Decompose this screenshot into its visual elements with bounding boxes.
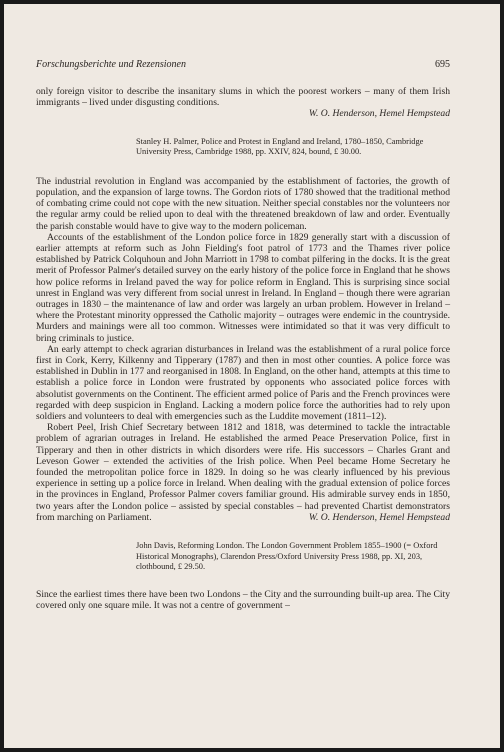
review3-opening-paragraph: Since the earliest times there have been two Londons – the City and the surrounding built-up area. The City covered only one square mile. It was not a centre of government – [36, 588, 450, 612]
review2-paragraph-4-text: Robert Peel, Irish Chief Secretary between 1812 and 1818, was determined to tackle the intractable problem of agrarian outrages in Ireland. He established the armed Peace Preservation Police, first in Tipperary and then in other districts in which disorders were rife. His successors – Charles Grant and Leveson Gower – extended the activities of the Irish police. When Peel became Home Secretary he founded the metropolitan police force in 1829. In doing so he was clearly influenced by his previous experience in setting up a police force in Ireland. When dealing with the gradual extension of police forces in the provinces in England, Professor Palmer covers familiar ground. His admirable survey ends in 1850, two years after the London police – assisted by special constables – had prevented Chartist demonstrators from marching on Parliament. [36, 422, 450, 523]
review2-paragraph-3: An early attempt to check agrarian disturbances in Ireland was the establishment of a rural police force first in Cork, Kerry, Kilkenny and Tipperary (1787) and then in most other counties. A police force was established in Dublin in 177 and reorganised in 1808. In England, on the other hand, attempts at this time to establish a police force in London were frustrated by opponents who associated police forces with absolutist governments on the Continent. The efficient armed police of Paris and the French provinces were regarded with deep suspicion in England. Lacking a modern police force the authorities had to rely upon soldiers and volunteers to deal with emergencies such as the Luddite movement (1811–12). [36, 343, 450, 423]
review2-signature: W. O. Henderson, Hemel Hempstead [308, 511, 450, 523]
page-number: 695 [435, 59, 450, 70]
review1-tail-paragraph: only foreign visitor to describe the insanitary slums in which the poorest workers – many of them Irish immigrants – lived under disgusting conditions. [36, 86, 450, 109]
page-body [36, 86, 450, 611]
review1-signature: W. O. Henderson, Hemel Hempstead [308, 108, 450, 120]
page-header [36, 59, 450, 71]
review2-paragraph-4 [36, 422, 450, 523]
running-title: Forschungsberichte und Rezensionen [36, 59, 186, 70]
review3-citation: John Davis, Reforming London. The London Government Problem 1855–1900 (= Oxford Historical Monographs), Clarendon Press/Oxford University Press 1988, pp. XI, 203, clothbound, £ 29.50. [136, 541, 438, 572]
review2-citation: Stanley H. Palmer, Police and Protest in England and Ireland, 1780–1850, Cambridge University Press, Cambridge 1988, pp. XXIV, 824, bound, £ 30.00. [136, 136, 424, 157]
review2-paragraph-1: The industrial revolution in England was accompanied by the establishment of factories, the growth of population, and the expansion of large towns. The Gordon riots of 1780 showed that the traditional method of combating crime could not cope with the new situation. Neither special constables nor the volunteers nor the regular army could be relied upon to deal with the threatened breakdown of law and order. Eventually the parish constable would have to give way to the modern policeman. [36, 175, 450, 232]
journal-page [4, 4, 500, 748]
review2-paragraph-2: Accounts of the establishment of the London police force in 1829 generally start with a discussion of earlier attempts at reform such as John Fielding's foot patrol of 1773 and the Thames river police established by Patrick Colquhoun and John Marriott in 1798 to combat pilfering in the docks. It is the great merit of Professor Palmer's detailed survey on the early history of the police force in England that he shows how police reforms in Ireland paved the way for police reform in England. This is surprising since social unrest in England was very different from social unrest in Ireland. In England – though there were agrarian outrages in 1830 – the maintenance of law and order was largely an urban problem. However in Ireland – where the Protestant minority oppressed the Catholic majority – outrages were endemic in the countryside. Murders and mainings were all too common. Witnesses were intimidated so that it was very difficult to bring criminals to justice. [36, 231, 450, 344]
